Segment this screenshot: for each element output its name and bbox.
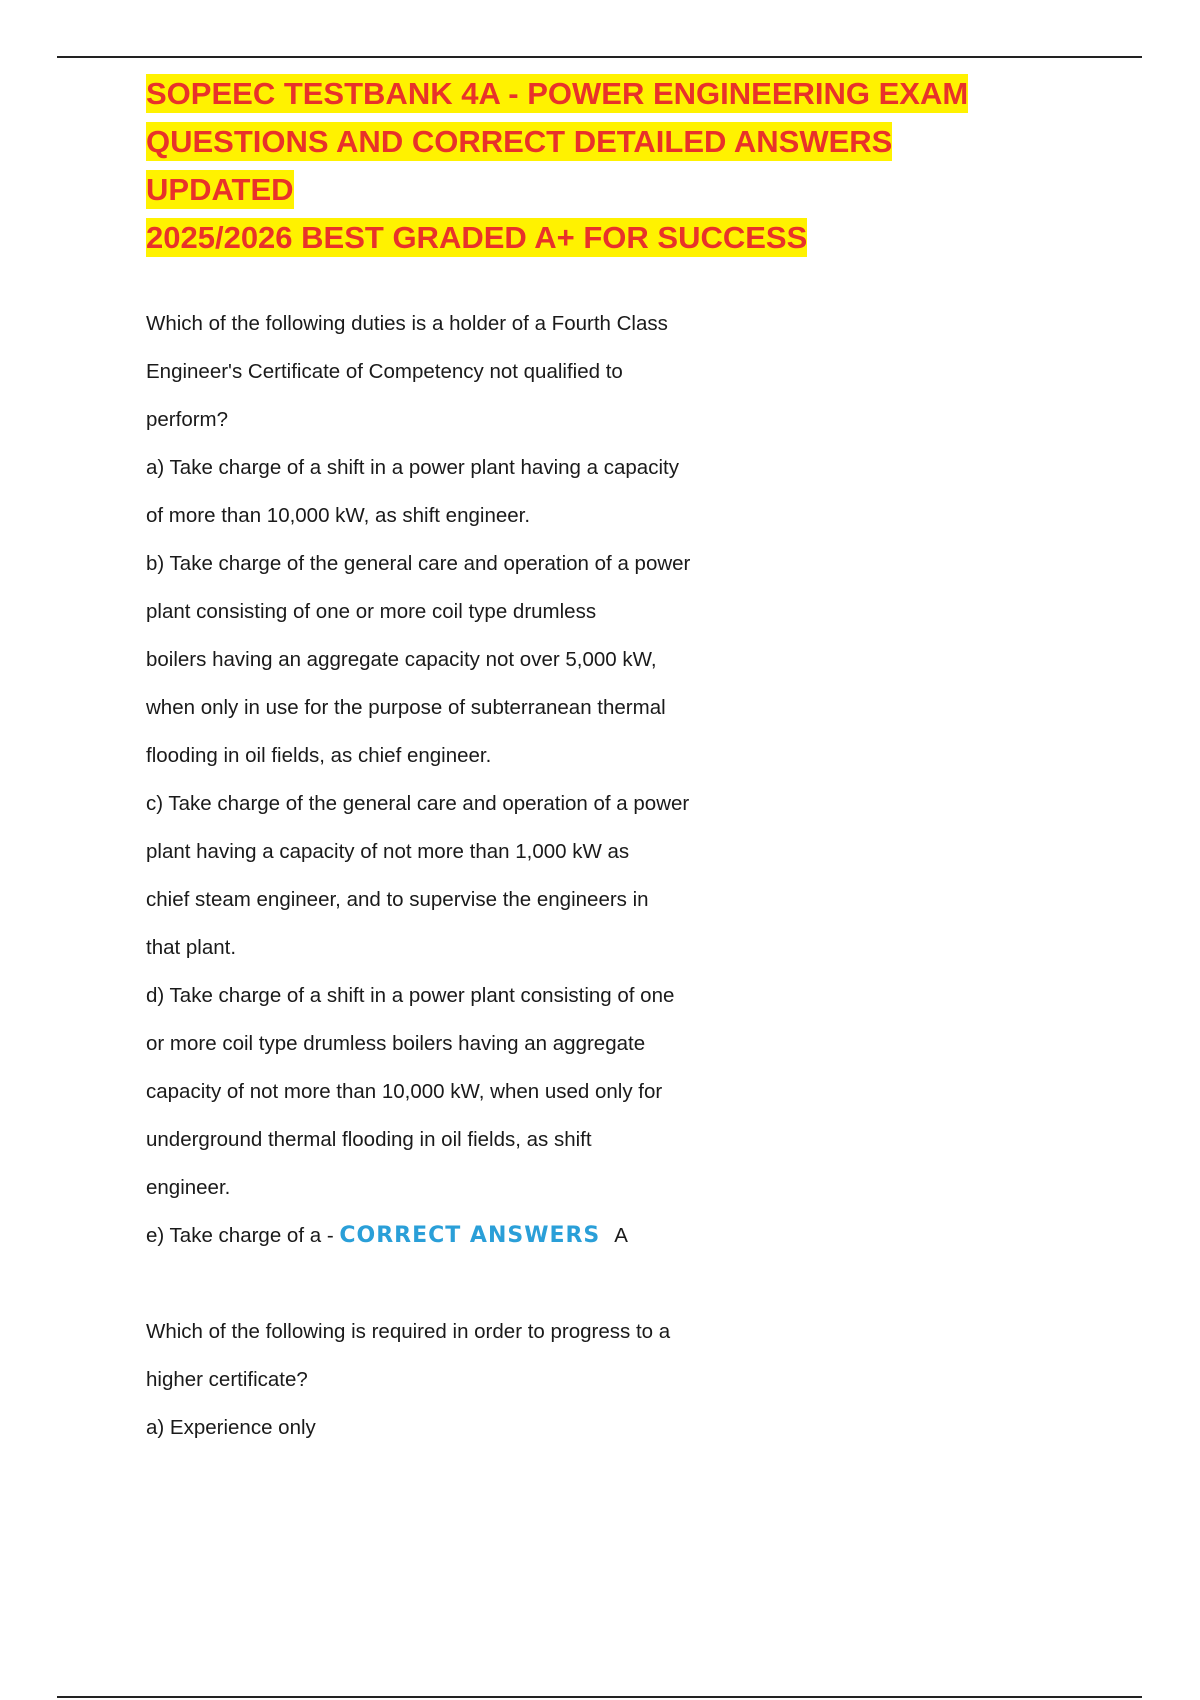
question-1-option-b: boilers having an aggregate capacity not over 5,000 kW, (146, 648, 657, 671)
top-rule (57, 56, 1142, 58)
question-1-option-c: c) Take charge of the general care and operation of a power (146, 792, 690, 815)
document-body (146, 300, 766, 1452)
question-2-line: higher certificate? (146, 1368, 308, 1391)
document-header (146, 70, 1046, 262)
question-separator (146, 1260, 766, 1308)
question-1-line: Which of the following duties is a holder of a Fourth Class (146, 312, 668, 335)
question-1-option-d: or more coil type drumless boilers having an aggregate (146, 1032, 646, 1055)
question-1-option-a: of more than 10,000 kW, as shift engineer. (146, 504, 531, 527)
question-1-option-c: that plant. (146, 936, 237, 959)
question-2-option-a: a) Experience only (146, 1416, 316, 1439)
title-line-2: QUESTIONS AND CORRECT DETAILED ANSWERS UPDATED (146, 124, 893, 207)
document-title (146, 70, 1046, 262)
correct-answers-label: CORRECT ANSWERS (339, 1223, 601, 1248)
question-1-option-b: when only in use for the purpose of subterranean thermal (146, 696, 666, 719)
question-1-option-d: underground thermal flooding in oil fields, as shift (146, 1128, 592, 1151)
question-2 (146, 1308, 766, 1452)
question-1 (146, 300, 766, 1260)
title-highlight (146, 74, 968, 257)
question-1-option-b: flooding in oil fields, as chief engineer. (146, 744, 492, 767)
question-2-line: Which of the following is required in order to progress to a (146, 1320, 671, 1343)
question-1-line: perform? (146, 408, 229, 431)
title-line-3: 2025/2026 BEST GRADED A+ FOR SUCCESS (146, 220, 808, 255)
correct-answer-value: A (614, 1224, 628, 1247)
question-1-option-b: plant consisting of one or more coil type drumless (146, 600, 597, 623)
title-line-1: SOPEEC TESTBANK 4A - POWER ENGINEERING EXAM (146, 76, 969, 111)
question-1-option-d: engineer. (146, 1176, 231, 1199)
question-1-line: Engineer's Certificate of Competency not qualified to (146, 360, 623, 383)
question-1-option-c: chief steam engineer, and to supervise the engineers in (146, 888, 649, 911)
question-1-option-c: plant having a capacity of not more than 1,000 kW as (146, 840, 630, 863)
question-1-option-d: d) Take charge of a shift in a power plant consisting of one (146, 984, 675, 1007)
question-1-option-d: capacity of not more than 10,000 kW, when used only for (146, 1080, 663, 1103)
question-1-option-a: a) Take charge of a shift in a power plant having a capacity (146, 456, 679, 479)
bottom-rule (57, 1696, 1142, 1698)
question-1-answer-line (146, 1212, 766, 1260)
question-1-option-e: e) Take charge of a - (146, 1224, 340, 1247)
question-1-option-b: b) Take charge of the general care and operation of a power (146, 552, 691, 575)
